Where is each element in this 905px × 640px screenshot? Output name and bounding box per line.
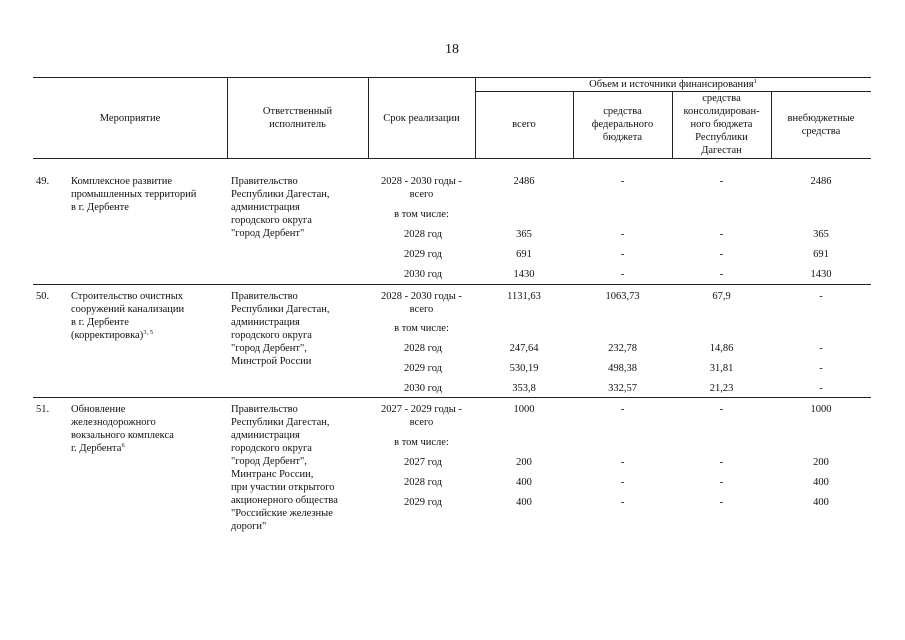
year-federal: - (620, 249, 625, 260)
executor: администрация (231, 430, 300, 441)
executor: городского округа (231, 215, 312, 226)
executor: "город Дербент" (231, 228, 305, 239)
column-header-executor: исполнитель (269, 119, 326, 130)
total-regional: - (719, 404, 724, 415)
measure-name: Строительство очистных (71, 291, 184, 302)
period-including: в том числе: (394, 437, 449, 448)
executor: Правительство (231, 291, 298, 302)
period: всего (409, 304, 434, 315)
period-including: в том числе: (394, 323, 449, 334)
total-federal: - (620, 176, 625, 187)
year-federal: 498,38 (608, 363, 637, 374)
year-label: 2028 год (404, 343, 442, 354)
period: 2028 - 2030 годы - (381, 291, 462, 302)
year-all: 247,64 (509, 343, 539, 354)
year-all: 353,8 (512, 383, 536, 394)
year-federal: - (620, 497, 625, 508)
total-all: 2486 (513, 176, 535, 187)
executor: администрация (231, 317, 300, 328)
total-offbudget: 1000 (810, 404, 832, 415)
column-header-executor: Ответственный (262, 106, 333, 117)
year-offbudget: - (819, 343, 823, 354)
period: 2027 - 2029 годы - (381, 404, 462, 415)
total-all: 1000 (513, 404, 535, 415)
executor: при участии открытого (231, 482, 335, 493)
year-federal: - (620, 477, 625, 488)
executor: администрация (231, 202, 300, 213)
year-label: 2029 год (404, 363, 442, 374)
year-offbudget: 691 (813, 249, 829, 260)
year-offbudget: 365 (813, 229, 829, 240)
executor: городского округа (231, 330, 312, 341)
period: всего (409, 417, 434, 428)
year-regional: - (719, 249, 724, 260)
year-regional: - (719, 229, 724, 240)
year-regional: 14,86 (709, 343, 734, 354)
row-separator (33, 284, 871, 285)
row-number: 51. (36, 404, 50, 415)
total-all: 1131,63 (507, 291, 541, 302)
year-regional: - (719, 269, 724, 280)
column-header-term: Срок реализации (383, 113, 460, 124)
year-federal: - (620, 229, 625, 240)
year-regional: - (719, 477, 724, 488)
executor: Республики Дагестан, (231, 417, 330, 428)
year-label: 2028 год (404, 229, 442, 240)
year-offbudget: - (819, 383, 823, 394)
year-label: 2028 год (404, 477, 442, 488)
column-header-federal: средства (603, 106, 642, 117)
column-header-consolidated: Дагестан (701, 145, 742, 156)
year-label: 2029 год (404, 497, 442, 508)
measure-name: железнодорожного (71, 417, 156, 428)
measure-name: вокзального комплекса (71, 430, 174, 441)
column-header-funding-group: Объем и источники финансирования$^1$ (589, 78, 757, 90)
year-label: 2030 год (404, 269, 442, 280)
total-federal: - (620, 404, 625, 415)
period: 2028 - 2030 годы - (381, 176, 462, 187)
year-offbudget: - (819, 363, 823, 374)
executor: Правительство (231, 404, 298, 415)
year-label: 2027 год (404, 457, 442, 468)
total-federal: 1063,73 (605, 291, 640, 302)
executor: "город Дербент", (231, 456, 307, 467)
executor: Минстрой России (231, 356, 312, 367)
measure-name: Обновление (71, 404, 126, 415)
year-regional: - (719, 497, 724, 508)
period: всего (409, 189, 434, 200)
measure-name: в г. Дербенте (71, 317, 129, 328)
executor: Республики Дагестан, (231, 189, 330, 200)
period-including: в том числе: (394, 209, 449, 220)
row-number: 50. (36, 291, 50, 302)
executor: Республики Дагестан, (231, 304, 330, 315)
column-header-consolidated: консолидирован- (683, 106, 760, 117)
executor: "Российские железные (231, 508, 333, 519)
year-regional: - (719, 457, 724, 468)
column-header-measure: Мероприятие (99, 113, 161, 124)
year-offbudget: 200 (813, 457, 829, 468)
year-federal: 332,57 (608, 383, 637, 394)
column-header-consolidated: ного бюджета (690, 119, 753, 130)
column-header-offbudget: средства (801, 126, 841, 137)
column-header-federal: федерального (591, 119, 654, 130)
year-all: 200 (516, 457, 532, 468)
year-federal: - (620, 457, 625, 468)
year-label: 2029 год (404, 249, 442, 260)
year-offbudget: 400 (813, 477, 829, 488)
measure-name: Комплексное развитие (71, 176, 172, 187)
executor: акционерного общества (231, 495, 338, 506)
executor: городского округа (231, 443, 312, 454)
executor: "город Дербент", (231, 343, 307, 354)
executor: Правительство (231, 176, 298, 187)
year-label: 2030 год (404, 383, 442, 394)
year-federal: 232,78 (608, 343, 637, 354)
total-regional: 67,9 (712, 291, 731, 302)
column-header-consolidated: Республики (695, 132, 748, 143)
year-offbudget: 1430 (810, 269, 832, 280)
measure-name: промышленных территорий (71, 189, 197, 200)
row-separator (33, 397, 871, 398)
column-header-offbudget: внебюджетные (787, 113, 855, 124)
column-header-consolidated: средства (702, 93, 741, 104)
measure-name: сооружений канализации (71, 304, 185, 315)
measure-name: в г. Дербенте (71, 202, 129, 213)
page-number: 18 (445, 42, 459, 57)
total-offbudget: 2486 (810, 176, 832, 187)
header-bottom-rule (33, 158, 871, 159)
year-all: 365 (516, 229, 532, 240)
year-all: 691 (516, 249, 532, 260)
year-regional: 31,81 (709, 363, 734, 374)
executor: Минтранс России, (231, 469, 314, 480)
column-header-federal: бюджета (602, 132, 643, 143)
column-header-total: всего (512, 119, 536, 130)
measure-name: г. Дербента$^6$ (71, 442, 125, 454)
row-number: 49. (36, 176, 50, 187)
year-all: 1430 (513, 269, 535, 280)
executor: дороги" (231, 521, 267, 532)
total-offbudget: - (819, 291, 823, 302)
year-federal: - (620, 269, 625, 280)
year-all: 530,19 (509, 363, 539, 374)
year-regional: 21,23 (709, 383, 734, 394)
measure-name: (корректировка)$^{3, 5}$ (71, 329, 153, 341)
year-all: 400 (516, 497, 532, 508)
year-all: 400 (516, 477, 532, 488)
year-offbudget: 400 (813, 497, 829, 508)
total-regional: - (719, 176, 724, 187)
